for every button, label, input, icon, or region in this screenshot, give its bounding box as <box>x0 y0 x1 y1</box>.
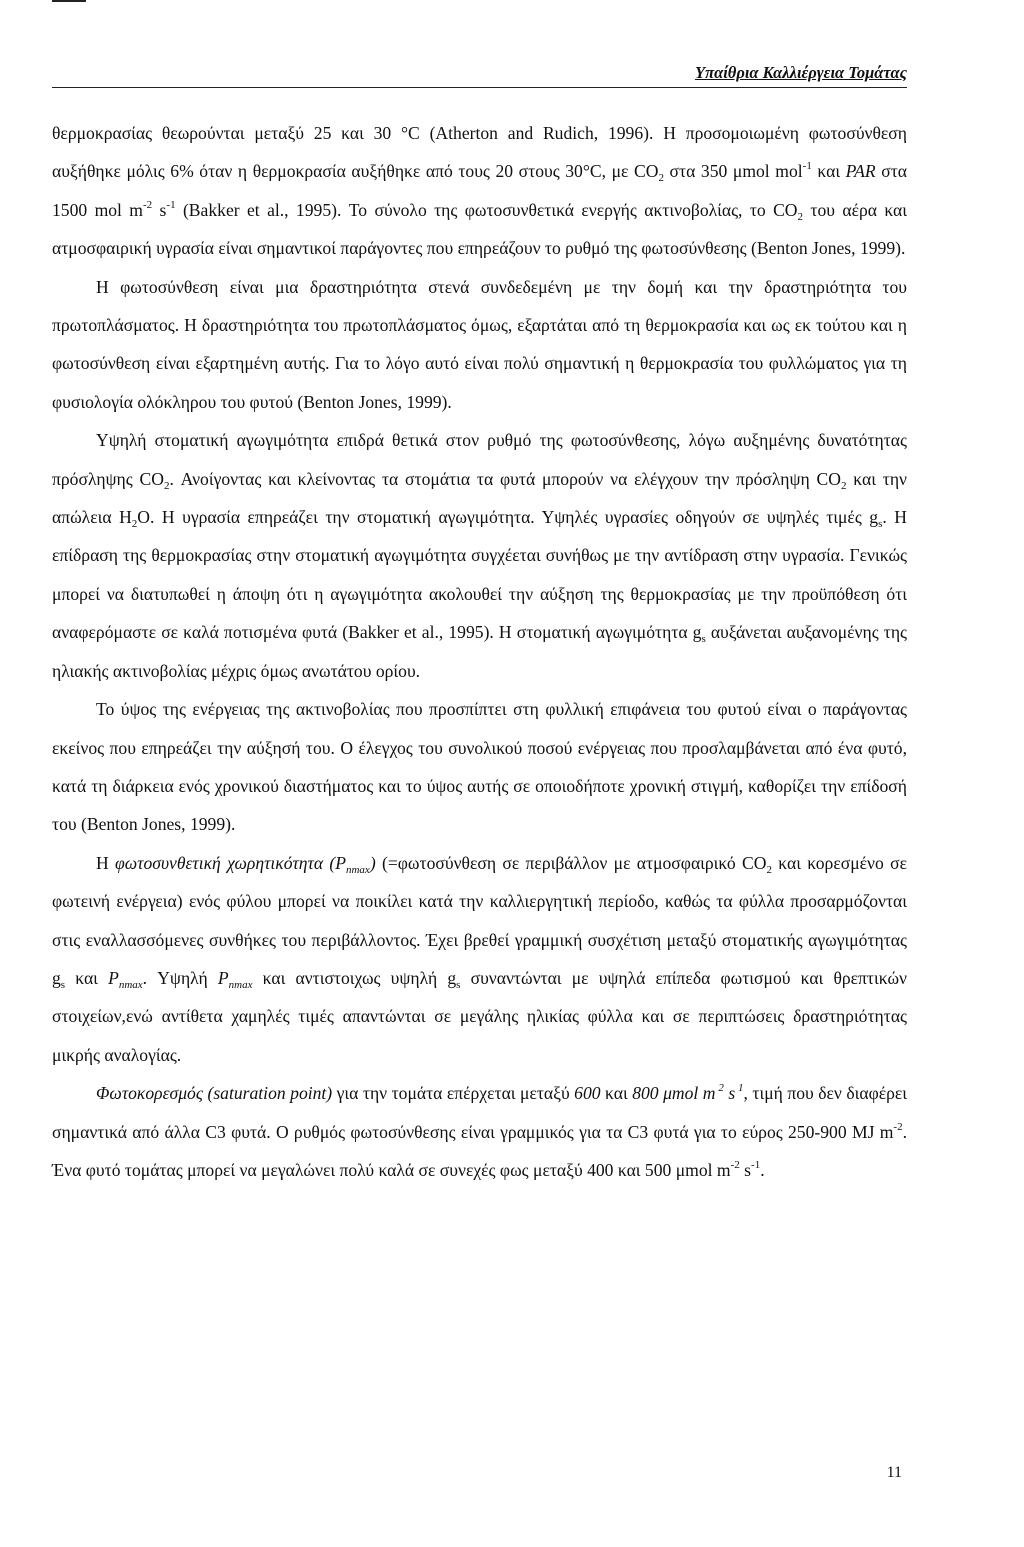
paragraph-5: Η φωτοσυνθετική χωρητικότητα $(P_{nmax})$ (=φωτοσύνθεση σε περιβάλλον με ατμοσφαιρικό $CO_2$ και κορεσμένο σε φωτεινή ενέργεια) ενός φύλου μπορεί να ποικίλει κατά την καλλιεργητική περίοδο, καθώς τα φύλλα προσαρμόζονται στις εναλλασσόμενες συνθήκες του περιβάλλοντος. Έχει βρεθεί γραμμική συσχέτιση μεταξύ στοματικής αγωγιμότητας $g_s$ και $P_{nmax}$. Υψηλή $P_{nmax}$ και αντιστοιχως υψηλή $g_s$ συναντώνται με υψηλά επίπεδα φωτισμού και θρεπτικών στοιχείων,ενώ αντίθετα χαμηλές τιμές απαντώνται σε μεγάλης ηλικίας φύλλα και σε περιπτώσεις δραστηριότητας μικρής αναλογίας. <box>52 852 907 1065</box>
paragraph-6: Φωτοκορεσμός (saturation point) για την τομάτα επέρχεται μεταξύ 600 και 800 μmol m $^2$ s $^1$, τιμή που δεν διαφέρει σημαντικά από άλλα C3 φυτά. Ο ρυθμός φωτοσύνθεσης είναι γραμμικός για τα C3 φυτά για το εύρος 250-900 MJ $m^{-2}$. Ένα φυτό τομάτας μπορεί να μεγαλώνει πολύ καλά σε συνεχές φως μεταξύ 400 και 500 μmol $m^{-2}$ $s^{-1}$. <box>52 1082 908 1180</box>
top-edge-mark <box>52 0 86 2</box>
running-header: Υπαίθρια Καλλιέργεια Τομάτας <box>694 63 907 82</box>
paragraph-2: Η φωτοσύνθεση είναι μια δραστηριότητα στενά συνδεδεμένη με την δομή και την δραστηριότητα του πρωτοπλάσματος. Η δραστηριότητα του πρωτοπλάσματος όμως, εξαρτάται από τη θερμοκρασία και ως εκ τούτου και η φωτοσύνθεση είναι εξαρτημένη αυτής. Για το λόγο αυτό είναι πολύ σημαντική η θερμοκρασία του φυλλώματος για τη φυσιολογία ολόκληρου του φυτού (Benton Jones, 1999). <box>52 276 907 412</box>
paragraph-4: Το ύψος της ενέργειας της ακτινοβολίας που προσπίπτει στη φυλλική επιφάνεια του φυτού είναι ο παράγοντας εκείνος που επηρεάζει την αύξησή του. Ο έλεγχος του συνολικού ποσού ενέργειας που προσλαμβάνεται από ένα φυτό, κατά τη διάρκεια ενός χρονικού διαστήματος και το ύψος αυτής σε οποιοδήποτε χρονική στιγμή, καθορίζει την επίδοσή του (Benton Jones, 1999). <box>52 699 907 835</box>
paragraph-1: θερμοκρασίας θεωρούνται μεταξύ 25 και 30 °C (Atherton and Rudich, 1996). Η προσομοιωμένη φωτοσύνθεση αυξήθηκε μόλις 6% όταν η θερμοκρασία αυξήθηκε από τους 20 στους 30°C, με $CO_2$ στα 350 μmol mol$^{-1}$ και PAR στα 1500 mol $m^{-2}$ $s^{-1}$ (Bakker et al., 1995). Το σύνολο της φωτοσυνθετικά ενεργής ακτινοβολίας, το $CO_2$ του αέρα και ατμοσφαιρική υγρασία είναι σημαντικοί παράγοντες που επηρεάζουν το ρυθμό της φωτοσύνθεσης (Benton Jones, 1999). <box>52 123 908 259</box>
page-number: 11 <box>886 1464 902 1481</box>
body-text <box>52 114 907 1189</box>
paragraph-3: Υψηλή στοματική αγωγιμότητα επιδρά θετικά στον ρυθμό της φωτοσύνθεσης, λόγω αυξημένης δυνατότητας πρόσληψης $CO_2$. Ανοίγοντας και κλείνοντας τα στομάτια τα φυτά μπορούν να ελέγχουν την πρόσληψη $CO_2$ και την απώλεια $H_2O$. Η υγρασία επηρεάζει την στοματική αγωγιμότητα. Υψηλές υγρασίες οδηγούν σε υψηλές τιμές $g_s$. Η επίδραση της θερμοκρασίας στην στοματική αγωγιμότητα συγχέεται συνήθως με την αντίδραση στην υγρασία. Γενικώς μπορεί να διατυπωθεί η άποψη ότι η αγωγιμότητα ακολουθεί την αύξηση της θερμοκρασίας με την προϋπόθεση ότι αναφερόμαστε σε καλά ποτισμένα φυτά (Bakker et al., 1995). Η στοματική αγωγιμότητα $g_s$ αυξάνεται αυξανομένης της ηλιακής ακτινοβολίας μέχρις όμως ανωτάτου ορίου. <box>52 430 908 681</box>
header-rule <box>52 87 907 88</box>
